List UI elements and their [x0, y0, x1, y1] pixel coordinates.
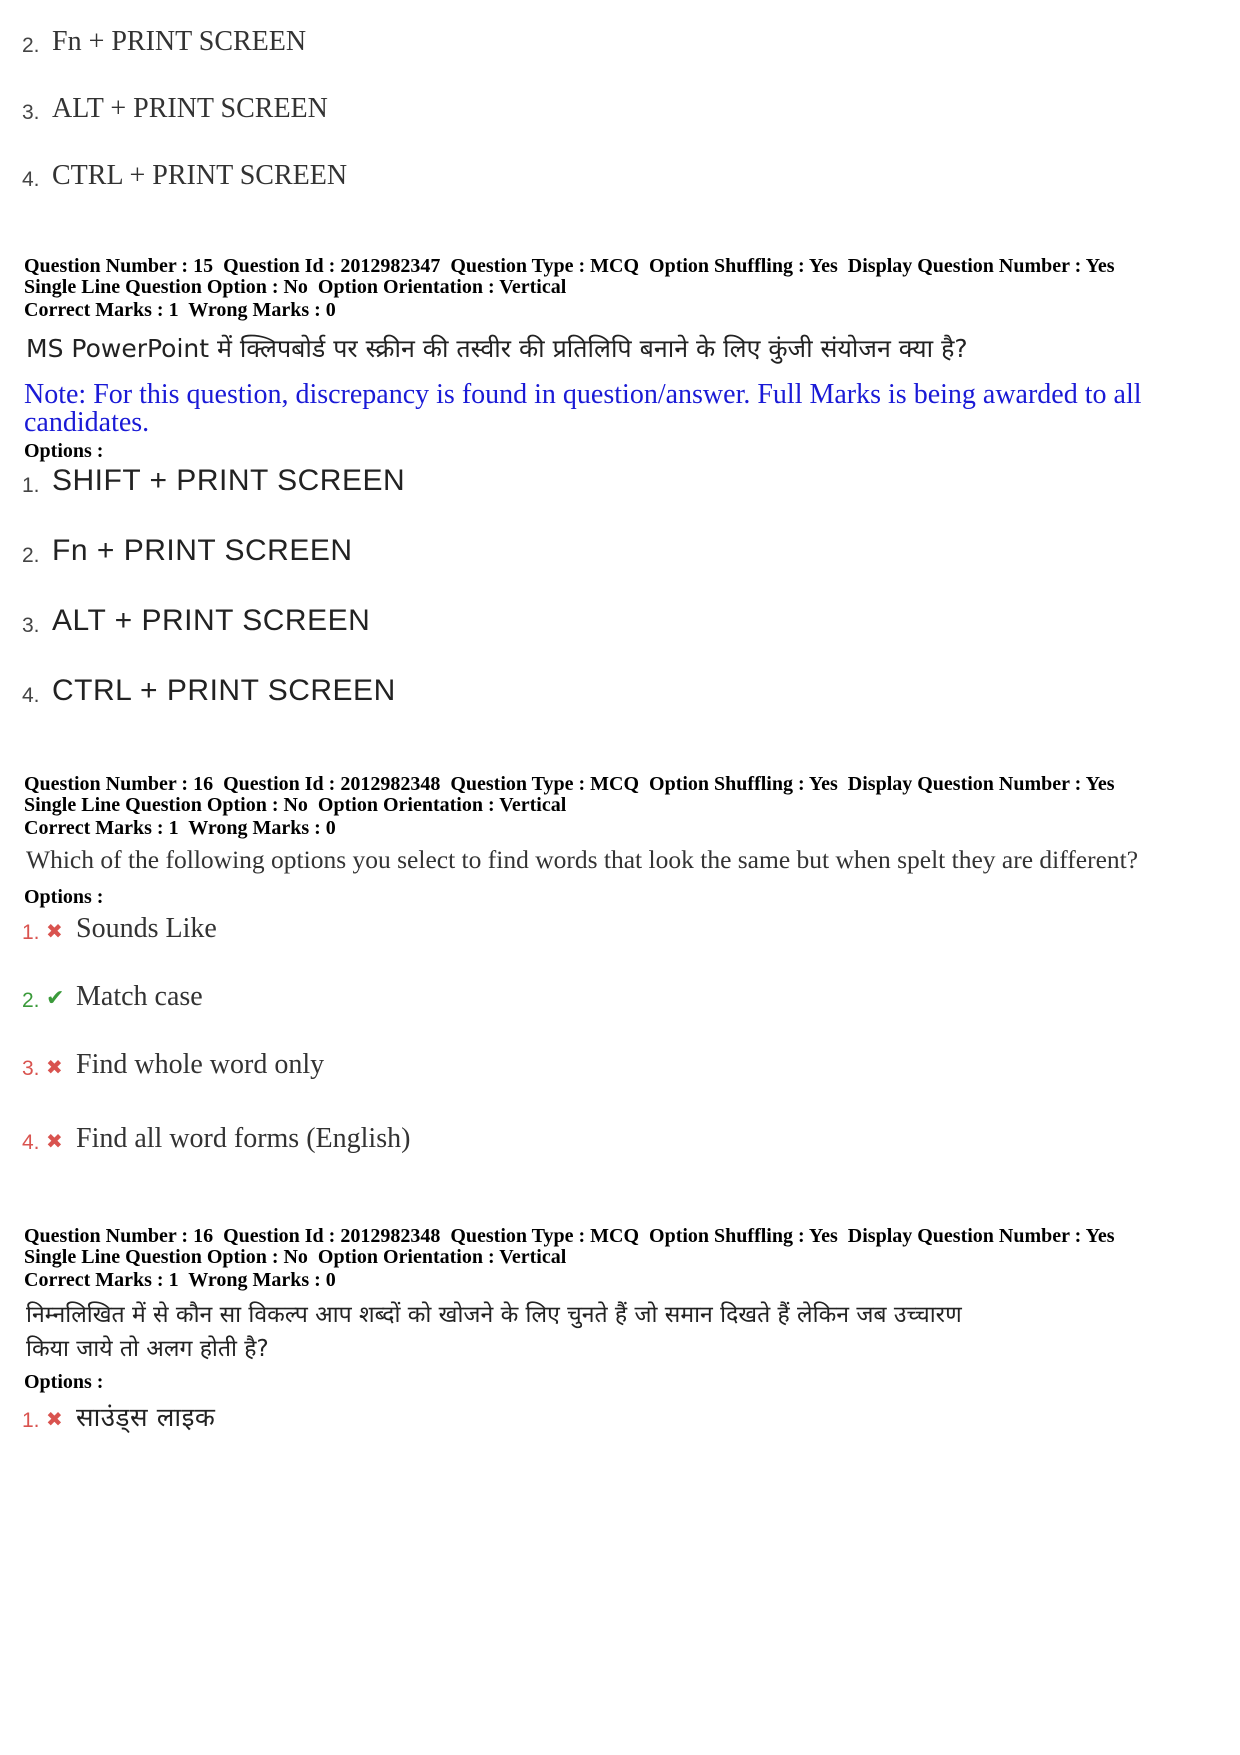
question-text — [26, 1298, 962, 1366]
option-text: ALT + PRINT SCREEN — [52, 93, 328, 124]
option-number: 3. — [22, 614, 40, 637]
option-item — [22, 676, 396, 706]
marks-line: Correct Marks : 1 Wrong Marks : 0 — [24, 1269, 336, 1291]
option-number: 2. — [22, 989, 40, 1012]
option-number: 3. — [22, 101, 40, 124]
option-number: 2. — [22, 34, 40, 57]
option-item — [22, 536, 353, 566]
question-meta — [24, 256, 1114, 298]
option-number: 2. — [22, 544, 40, 567]
option-text: CTRL + PRINT SCREEN — [52, 160, 348, 191]
question-text: Which of the following options you select to find words that look the same but when spelt they are different? — [26, 845, 1139, 874]
option-item — [22, 162, 347, 190]
options-label: Options : — [24, 440, 104, 462]
option-item — [22, 466, 405, 496]
options-label: Options : — [24, 1371, 104, 1393]
meta-line: Single Line Question Option : No Option Orientation : Vertical — [24, 276, 567, 298]
question-line: किया जाये तो अलग होती है? — [26, 1336, 269, 1362]
option-number: 4. — [22, 168, 40, 191]
option-text: Find all word forms (English) — [76, 1123, 411, 1154]
option-item — [22, 1405, 215, 1431]
marks-line: Correct Marks : 1 Wrong Marks : 0 — [24, 817, 336, 839]
option-number: 1. — [22, 921, 40, 944]
options-label: Options : — [24, 886, 104, 908]
option-number: 4. — [22, 684, 40, 707]
option-text: CTRL + PRINT SCREEN — [52, 674, 396, 707]
option-item — [22, 1051, 324, 1079]
option-item — [22, 28, 306, 56]
option-text: Match case — [76, 981, 203, 1012]
meta-line: Question Number : 15 Question Id : 2012982347 Question Type : MCQ Option Shuffling : Yes Display Question Number : Yes — [24, 255, 1115, 277]
question-line: निम्नलिखित में से कौन सा विकल्प आप शब्दों को खोजने के लिए चुनते हैं जो समान दिखते हैं लेकिन जब उच्चारण — [26, 1302, 962, 1328]
marks-line: Correct Marks : 1 Wrong Marks : 0 — [24, 299, 336, 321]
cross-icon: ✖ — [46, 1055, 63, 1079]
option-text: Sounds Like — [76, 913, 217, 944]
option-number: 3. — [22, 1057, 40, 1080]
option-number: 1. — [22, 1409, 40, 1432]
cross-icon: ✖ — [46, 919, 63, 943]
option-text: SHIFT + PRINT SCREEN — [52, 464, 406, 497]
question-meta — [24, 774, 1114, 816]
option-number: 4. — [22, 1131, 40, 1154]
option-text: साउंड्स लाइक — [76, 1403, 216, 1433]
cross-icon: ✖ — [46, 1407, 63, 1431]
meta-line: Single Line Question Option : No Option Orientation : Vertical — [24, 1246, 567, 1268]
meta-line: Question Number : 16 Question Id : 2012982348 Question Type : MCQ Option Shuffling : Yes Display Question Number : Yes — [24, 1225, 1115, 1247]
option-number: 1. — [22, 474, 40, 497]
discrepancy-note: Note: For this question, discrepancy is found in question/answer. Full Marks is being awarded to all candidates. — [24, 379, 1142, 438]
option-text: Fn + PRINT SCREEN — [52, 534, 353, 567]
option-item — [22, 95, 328, 123]
option-text: ALT + PRINT SCREEN — [52, 604, 371, 637]
question-text: MS PowerPoint में क्लिपबोर्ड पर स्क्रीन की तस्वीर की प्रतिलिपि बनाने के लिए कुंजी संयोजन क्या है? — [26, 334, 968, 363]
option-item — [22, 606, 370, 636]
meta-line: Single Line Question Option : No Option Orientation : Vertical — [24, 794, 567, 816]
option-item — [22, 1125, 410, 1153]
question-meta — [24, 1226, 1114, 1268]
option-item — [22, 983, 203, 1011]
option-text: Find whole word only — [76, 1049, 325, 1080]
cross-icon: ✖ — [46, 1129, 63, 1153]
check-icon: ✔ — [46, 986, 65, 1011]
option-item — [22, 915, 217, 943]
option-text: Fn + PRINT SCREEN — [52, 26, 307, 57]
meta-line: Question Number : 16 Question Id : 2012982348 Question Type : MCQ Option Shuffling : Yes Display Question Number : Yes — [24, 773, 1115, 795]
